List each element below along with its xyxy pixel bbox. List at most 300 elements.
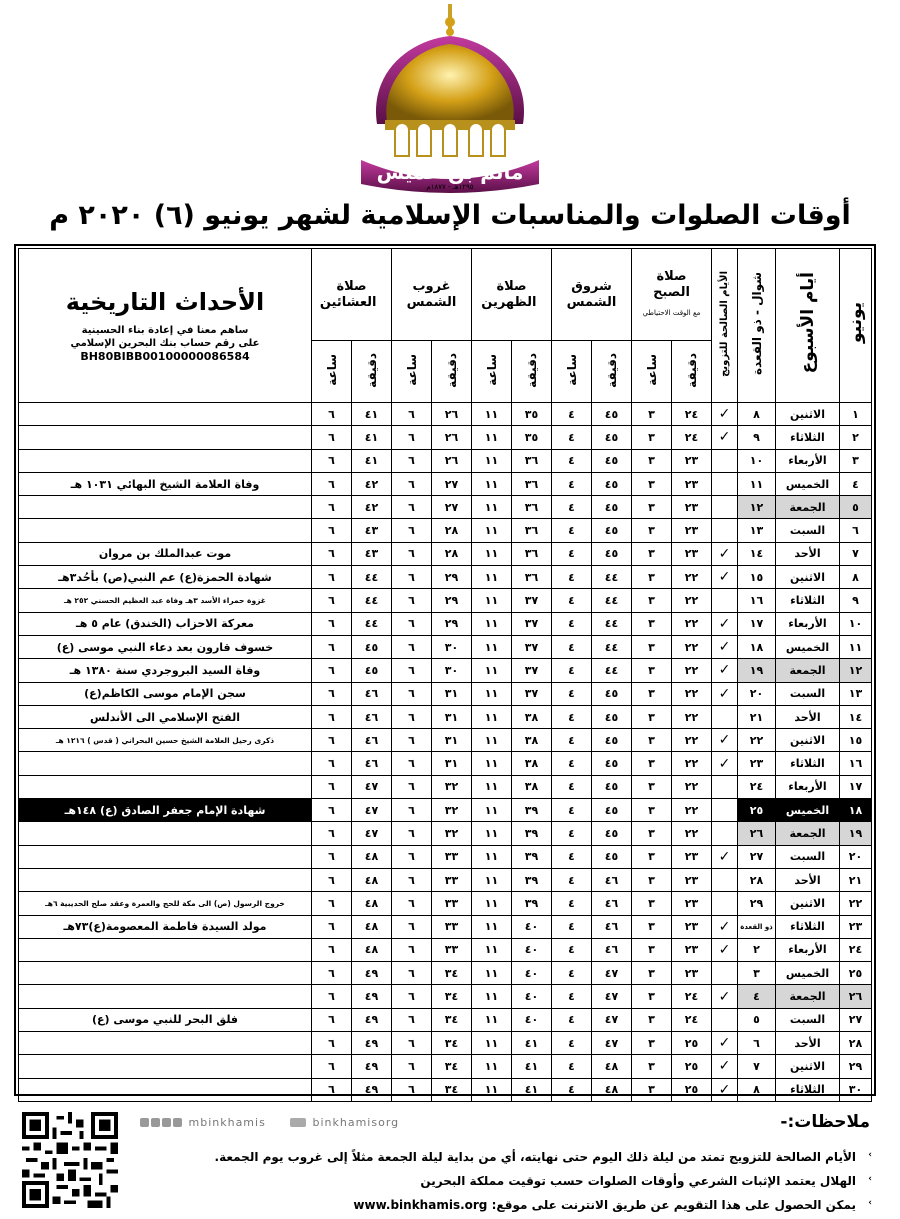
sunrise-hour-cell: ٤ (552, 542, 592, 565)
isha-minute-cell: ٤٩ (352, 1032, 392, 1055)
marriage-check-cell (712, 1008, 738, 1031)
history-event-cell (19, 985, 312, 1008)
maghrib-minute-cell: ٣٠ (432, 659, 472, 682)
sunrise-hour-cell: ٤ (552, 729, 592, 752)
dhuhr-minute-cell: ٣٨ (512, 705, 552, 728)
hijri-day-cell: ٢١ (738, 705, 776, 728)
hijri-day-cell: ١٨ (738, 635, 776, 658)
bullet-icon: › (868, 1150, 872, 1160)
maghrib-minute-cell: ٣٠ (432, 635, 472, 658)
fajr-hour-cell: ٣ (632, 985, 672, 1008)
hijri-day-cell: ٢٤ (738, 775, 776, 798)
maghrib-hour-cell: ٦ (392, 449, 432, 472)
marriage-check-cell: ✓ (712, 403, 738, 426)
table-row (19, 449, 872, 472)
hijri-day-cell: ٦ (738, 1032, 776, 1055)
isha-minute-cell: ٤٦ (352, 729, 392, 752)
sunrise-minute-cell: ٤٥ (592, 775, 632, 798)
isha-minute-cell: ٤٧ (352, 799, 392, 822)
prayer-times-table (18, 248, 872, 1102)
sunrise-minute-cell: ٤٤ (592, 589, 632, 612)
note-item: › يمكن الحصول على هذا التقويم عن طريق الانترنت على موقع: www.binkhamis.org (353, 1198, 872, 1212)
weekday-cell: الخميس (776, 799, 840, 822)
youtube-icon (290, 1118, 306, 1127)
fajr-minute-cell: ٢٣ (672, 845, 712, 868)
isha-hour-cell: ٦ (312, 1078, 352, 1101)
fajr-minute-cell: ٢٢ (672, 705, 712, 728)
dhuhr-minute-cell: ٣٦ (512, 496, 552, 519)
isha-hour-cell: ٦ (312, 1008, 352, 1031)
maghrib-hour-cell: ٦ (392, 1078, 432, 1101)
isha-hour-cell: ٦ (312, 659, 352, 682)
isha-minute-cell: ٤٥ (352, 659, 392, 682)
fajr-minute-cell: ٢٤ (672, 426, 712, 449)
page-title: أوقات الصلوات والمناسبات الإسلامية لشهر يونيو (٦) ٢٠٢٠ م (49, 200, 851, 231)
dhuhr-hour-cell: ١١ (472, 589, 512, 612)
isha-minute-cell: ٤٧ (352, 775, 392, 798)
logo-subtext: ١٢٩٥هـ - ١٨٧٧م (426, 183, 474, 191)
dhuhr-hour-cell: ١١ (472, 868, 512, 891)
day-number-cell: ٢٧ (840, 1008, 872, 1031)
maghrib-hour-cell: ٦ (392, 962, 432, 985)
history-event-cell (19, 752, 312, 775)
maghrib-minute-cell: ٢٩ (432, 589, 472, 612)
sunrise-hour-cell: ٤ (552, 799, 592, 822)
day-number-cell: ١٣ (840, 682, 872, 705)
fajr-hour-cell: ٣ (632, 705, 672, 728)
fajr-minute-cell: ٢٣ (672, 892, 712, 915)
history-event-cell: خروج الرسول (ص) الى مكة للحج والعمرة وعقد صلح الحديبية ٦هـ (19, 892, 312, 915)
isha-minute-cell: ٤٩ (352, 962, 392, 985)
isha-minute-cell: ٤٩ (352, 1055, 392, 1078)
day-number-cell: ١٧ (840, 775, 872, 798)
fajr-hour-cell: ٣ (632, 519, 672, 542)
fajr-minute-cell: ٢٢ (672, 822, 712, 845)
maghrib-minute-cell: ٣٣ (432, 892, 472, 915)
day-number-cell: ٤ (840, 472, 872, 495)
table-row (19, 822, 872, 845)
maghrib-hour-cell: ٦ (392, 799, 432, 822)
history-event-cell (19, 775, 312, 798)
history-event-cell: الفتح الإسلامي الى الأندلس (19, 705, 312, 728)
fajr-hour-cell: ٣ (632, 589, 672, 612)
sunrise-minute-cell: ٤٧ (592, 1008, 632, 1031)
sunrise-hour-cell: ٤ (552, 962, 592, 985)
social-handle[interactable]: mbinkhamis (140, 1116, 266, 1129)
hijri-day-cell: ٥ (738, 1008, 776, 1031)
maghrib-minute-cell: ٢٩ (432, 612, 472, 635)
fajr-minute-cell: ٢٢ (672, 682, 712, 705)
fajr-minute-cell: ٢٢ (672, 729, 712, 752)
sunrise-hour-cell: ٤ (552, 1032, 592, 1055)
dhuhr-hour-cell: ١١ (472, 985, 512, 1008)
maghrib-hour-cell: ٦ (392, 1008, 432, 1031)
weekday-cell: الاثنين (776, 729, 840, 752)
table-row (19, 403, 872, 426)
dhuhr-minute-cell: ٤١ (512, 1055, 552, 1078)
hijri-day-cell: ٢٧ (738, 845, 776, 868)
weekday-cell: الخميس (776, 472, 840, 495)
history-event-cell (19, 449, 312, 472)
marriage-check-cell: ✓ (712, 682, 738, 705)
sunrise-minute-cell: ٤٥ (592, 799, 632, 822)
table-row (19, 659, 872, 682)
maghrib-minute-cell: ٢٦ (432, 403, 472, 426)
sunrise-hour-cell: ٤ (552, 659, 592, 682)
isha-minute-cell: ٤٩ (352, 985, 392, 1008)
sunrise-minute-cell: ٤٥ (592, 752, 632, 775)
marriage-check-cell (712, 868, 738, 891)
fajr-hour-cell: ٣ (632, 449, 672, 472)
weekday-cell: الأحد (776, 868, 840, 891)
dhuhr-minute-cell: ٣٥ (512, 403, 552, 426)
maghrib-hour-header: ساعة (392, 341, 432, 403)
table-row (19, 729, 872, 752)
weekday-cell: الاثنين (776, 1055, 840, 1078)
maghrib-hour-cell: ٦ (392, 496, 432, 519)
fajr-hour-cell: ٣ (632, 938, 672, 961)
marriage-check-cell: ✓ (712, 566, 738, 589)
marriage-check-cell (712, 799, 738, 822)
fajr-hour-cell: ٣ (632, 1032, 672, 1055)
maghrib-minute-cell: ٣٤ (432, 985, 472, 1008)
maghrib-minute-cell: ٣٣ (432, 868, 472, 891)
isha-minute-cell: ٤٨ (352, 868, 392, 891)
hijri-day-cell: ١٥ (738, 566, 776, 589)
isha-minute-header: دقيقة (352, 341, 392, 403)
maghrib-hour-cell: ٦ (392, 682, 432, 705)
history-event-cell: سجن الإمام موسى الكاظم(ع) (19, 682, 312, 705)
weekday-cell: الأربعاء (776, 449, 840, 472)
fajr-hour-cell: ٣ (632, 1055, 672, 1078)
marriage-check-cell (712, 472, 738, 495)
sunrise-minute-cell: ٤٥ (592, 519, 632, 542)
fajr-hour-cell: ٣ (632, 542, 672, 565)
isha-hour-cell: ٦ (312, 1055, 352, 1078)
maghrib-hour-cell: ٦ (392, 892, 432, 915)
fajr-minute-cell: ٢٥ (672, 1078, 712, 1101)
hijri-day-cell: ٢٢ (738, 729, 776, 752)
table-row (19, 938, 872, 961)
table-row (19, 1032, 872, 1055)
weekday-cell: الأحد (776, 705, 840, 728)
fajr-note: مع الوقت الاحتياطي (642, 308, 701, 317)
dhuhr-minute-cell: ٤١ (512, 1032, 552, 1055)
dhuhr-minute-cell: ٣٩ (512, 822, 552, 845)
notes-title: ملاحظات:- (780, 1112, 870, 1132)
sunrise-minute-cell: ٤٦ (592, 915, 632, 938)
history-event-cell: وفاة السيد البروجردي سنة ١٣٨٠ هـ (19, 659, 312, 682)
isha-hour-cell: ٦ (312, 612, 352, 635)
weekday-cell: الخميس (776, 962, 840, 985)
maghrib-minute-cell: ٣٤ (432, 1055, 472, 1078)
history-event-cell: خسوف قارون بعد دعاء النبي موسى (ع) (19, 635, 312, 658)
fajr-minute-cell: ٢٣ (672, 915, 712, 938)
site-handle[interactable]: binkhamisorg (290, 1116, 399, 1129)
table-row (19, 845, 872, 868)
maghrib-hour-cell: ٦ (392, 985, 432, 1008)
fajr-minute-cell: ٢٣ (672, 449, 712, 472)
isha-minute-cell: ٤٦ (352, 705, 392, 728)
dhuhr-minute-cell: ٤٠ (512, 915, 552, 938)
calendar-body (19, 403, 872, 1102)
fajr-minute-cell: ٢٢ (672, 589, 712, 612)
history-event-cell: شهادة الحمزة(ع) عم النبي(ص) بأحُد٣هـ (19, 566, 312, 589)
table-row (19, 472, 872, 495)
isha-minute-cell: ٤٦ (352, 682, 392, 705)
isha-minute-cell: ٤٣ (352, 542, 392, 565)
fajr-minute-cell: ٢٢ (672, 799, 712, 822)
fajr-hour-cell: ٣ (632, 915, 672, 938)
marriage-check-cell (712, 962, 738, 985)
maghrib-hour-cell: ٦ (392, 1055, 432, 1078)
fajr-minute-cell: ٢٣ (672, 938, 712, 961)
table-row (19, 682, 872, 705)
maghrib-header: غروب الشمس (392, 249, 472, 341)
fajr-hour-cell: ٣ (632, 962, 672, 985)
hijri-day-cell: ٤ (738, 985, 776, 1008)
day-number-cell: ١٨ (840, 799, 872, 822)
sunrise-minute-cell: ٤٥ (592, 449, 632, 472)
day-number-cell: ١٦ (840, 752, 872, 775)
dhuhr-minute-cell: ٣٦ (512, 542, 552, 565)
sunrise-minute-cell: ٤٧ (592, 962, 632, 985)
isha-minute-cell: ٤١ (352, 426, 392, 449)
dhuhr-hour-cell: ١١ (472, 635, 512, 658)
note-item: › الهلال يعتمد الإثبات الشرعي وأوقات الصلوات حسب توقيت مملكة البحرين (420, 1174, 872, 1188)
dhuhr-minute-cell: ٣٩ (512, 799, 552, 822)
dhuhr-minute-cell: ٣٦ (512, 519, 552, 542)
fajr-hour-cell: ٣ (632, 729, 672, 752)
fajr-minute-cell: ٢٣ (672, 519, 712, 542)
isha-minute-cell: ٤٤ (352, 589, 392, 612)
day-number-cell: ٢٨ (840, 1032, 872, 1055)
table-row (19, 775, 872, 798)
history-event-cell (19, 1078, 312, 1101)
fajr-hour-cell: ٣ (632, 682, 672, 705)
sunrise-hour-cell: ٤ (552, 822, 592, 845)
maghrib-minute-cell: ٢٦ (432, 426, 472, 449)
sunrise-hour-cell: ٤ (552, 403, 592, 426)
qr-code[interactable] (22, 1112, 118, 1208)
fajr-hour-cell: ٣ (632, 775, 672, 798)
sunrise-hour-cell: ٤ (552, 1055, 592, 1078)
dhuhr-minute-cell: ٣٨ (512, 752, 552, 775)
dhuhr-hour-cell: ١١ (472, 659, 512, 682)
dhuhr-minute-cell: ٤٠ (512, 938, 552, 961)
dhuhr-hour-cell: ١١ (472, 519, 512, 542)
fajr-minute-cell: ٢٢ (672, 612, 712, 635)
table-row (19, 566, 872, 589)
fajr-hour-cell: ٣ (632, 892, 672, 915)
isha-hour-cell: ٦ (312, 542, 352, 565)
fajr-hour-cell: ٣ (632, 799, 672, 822)
dhuhr-minute-cell: ٣٦ (512, 472, 552, 495)
sunrise-minute-cell: ٤٥ (592, 729, 632, 752)
maghrib-hour-cell: ٦ (392, 566, 432, 589)
table-row (19, 705, 872, 728)
hijri-day-cell: ١٢ (738, 496, 776, 519)
dhuhr-hour-cell: ١١ (472, 775, 512, 798)
table-row (19, 635, 872, 658)
hijri-day-cell: ٢٥ (738, 799, 776, 822)
weekday-cell: الاثنين (776, 892, 840, 915)
isha-hour-cell: ٦ (312, 566, 352, 589)
marriage-check-cell (712, 892, 738, 915)
dhuhr-minute-cell: ٤٠ (512, 962, 552, 985)
dhuhr-minute-cell: ٤٠ (512, 985, 552, 1008)
marriage-days-header: الأيام الصالحة للتزويج (712, 249, 738, 403)
maghrib-hour-cell: ٦ (392, 426, 432, 449)
isha-hour-cell: ٦ (312, 449, 352, 472)
maghrib-minute-cell: ٢٧ (432, 496, 472, 519)
maghrib-minute-cell: ٣١ (432, 729, 472, 752)
table-row (19, 752, 872, 775)
maghrib-hour-cell: ٦ (392, 729, 432, 752)
dhuhr-hour-cell: ١١ (472, 403, 512, 426)
marriage-check-cell: ✓ (712, 752, 738, 775)
table-row (19, 496, 872, 519)
sunrise-minute-cell: ٤٥ (592, 845, 632, 868)
maghrib-hour-cell: ٦ (392, 775, 432, 798)
fajr-hour-cell: ٣ (632, 845, 672, 868)
dhuhr-minute-cell: ٣٧ (512, 589, 552, 612)
history-event-cell: شهادة الإمام جعفر الصادق (ع) ١٤٨هـ (19, 799, 312, 822)
fajr-minute-cell: ٢٥ (672, 1032, 712, 1055)
dhuhr-minute-cell: ٣٦ (512, 566, 552, 589)
day-number-cell: ٩ (840, 589, 872, 612)
sunrise-hour-cell: ٤ (552, 635, 592, 658)
sunrise-header: شروق الشمس (552, 249, 632, 341)
dhuhr-hour-cell: ١١ (472, 542, 512, 565)
isha-hour-cell: ٦ (312, 775, 352, 798)
table-row (19, 519, 872, 542)
hijri-day-cell: ١٩ (738, 659, 776, 682)
snapchat-icon (162, 1118, 171, 1127)
maghrib-minute-cell: ٣٢ (432, 799, 472, 822)
dhuhr-hour-cell: ١١ (472, 892, 512, 915)
sunrise-hour-cell: ٤ (552, 566, 592, 589)
day-number-cell: ٢٢ (840, 892, 872, 915)
sunrise-hour-cell: ٤ (552, 775, 592, 798)
dhuhr-hour-cell: ١١ (472, 1055, 512, 1078)
dhuhr-hour-cell: ١١ (472, 566, 512, 589)
marriage-check-cell: ✓ (712, 635, 738, 658)
dhuhr-hour-cell: ١١ (472, 449, 512, 472)
day-number-cell: ٢١ (840, 868, 872, 891)
hijri-day-cell: ١٣ (738, 519, 776, 542)
hijri-day-cell: ١١ (738, 472, 776, 495)
table-row (19, 985, 872, 1008)
dhuhr-minute-cell: ٣٩ (512, 892, 552, 915)
dhuhr-hour-cell: ١١ (472, 612, 512, 635)
fajr-hour-cell: ٣ (632, 403, 672, 426)
weekday-cell: الجمعة (776, 985, 840, 1008)
fajr-hour-header: ساعة (632, 341, 672, 403)
dhuhr-hour-cell: ١١ (472, 752, 512, 775)
day-number-cell: ٢٠ (840, 845, 872, 868)
sunrise-minute-cell: ٤٧ (592, 1032, 632, 1055)
history-event-cell: معركة الاحزاب (الخندق) عام ٥ هـ (19, 612, 312, 635)
maghrib-minute-cell: ٣٣ (432, 938, 472, 961)
sunrise-hour-cell: ٤ (552, 426, 592, 449)
weekday-cell: الأحد (776, 1032, 840, 1055)
isha-hour-cell: ٦ (312, 496, 352, 519)
weekday-cell: الأربعاء (776, 612, 840, 635)
fajr-hour-cell: ٣ (632, 822, 672, 845)
hijri-day-cell: ٨ (738, 403, 776, 426)
fajr-minute-cell: ٢٤ (672, 1008, 712, 1031)
maghrib-minute-header: دقيقة (432, 341, 472, 403)
sunrise-minute-cell: ٤٦ (592, 868, 632, 891)
table-row (19, 589, 872, 612)
isha-minute-cell: ٤٥ (352, 635, 392, 658)
marriage-check-cell: ✓ (712, 985, 738, 1008)
dhuhr-hour-cell: ١١ (472, 1008, 512, 1031)
day-number-cell: ٢٣ (840, 915, 872, 938)
sunrise-minute-cell: ٤٥ (592, 426, 632, 449)
iban-number: BH80BIBB00100000086584 (80, 350, 250, 363)
history-event-cell (19, 519, 312, 542)
maghrib-hour-cell: ٦ (392, 705, 432, 728)
weekday-cell: الثلاثاء (776, 426, 840, 449)
day-number-cell: ٧ (840, 542, 872, 565)
marriage-check-cell (712, 705, 738, 728)
fajr-minute-cell: ٢٢ (672, 659, 712, 682)
weekday-cell: الثلاثاء (776, 752, 840, 775)
dhuhr-minute-cell: ٣٨ (512, 775, 552, 798)
maghrib-minute-cell: ٣٤ (432, 1078, 472, 1101)
weekday-cell: الاثنين (776, 566, 840, 589)
twitter-icon (140, 1118, 149, 1127)
fajr-minute-cell: ٢٣ (672, 472, 712, 495)
weekday-cell: الاثنين (776, 403, 840, 426)
sunrise-minute-cell: ٤٥ (592, 403, 632, 426)
hijri-day-cell: ١٧ (738, 612, 776, 635)
dhuhr-hour-cell: ١١ (472, 729, 512, 752)
marriage-check-cell: ✓ (712, 426, 738, 449)
bullet-icon: › (868, 1174, 872, 1184)
day-number-cell: ١٠ (840, 612, 872, 635)
maghrib-hour-cell: ٦ (392, 403, 432, 426)
isha-hour-cell: ٦ (312, 403, 352, 426)
fajr-hour-cell: ٣ (632, 612, 672, 635)
day-number-cell: ٢٦ (840, 985, 872, 1008)
weekday-cell: السبت (776, 845, 840, 868)
day-number-cell: ٥ (840, 496, 872, 519)
day-number-cell: ٢ (840, 426, 872, 449)
fajr-minute-cell: ٢٣ (672, 496, 712, 519)
marriage-check-cell (712, 589, 738, 612)
dhuhr-hour-header: ساعة (472, 341, 512, 403)
sunrise-hour-cell: ٤ (552, 892, 592, 915)
maghrib-minute-cell: ٣١ (432, 752, 472, 775)
isha-hour-cell: ٦ (312, 426, 352, 449)
isha-hour-cell: ٦ (312, 1032, 352, 1055)
hijri-header: شوال - ذو القعدة (738, 249, 776, 403)
day-number-cell: ١٤ (840, 705, 872, 728)
isha-minute-cell: ٤٧ (352, 822, 392, 845)
sunrise-hour-cell: ٤ (552, 519, 592, 542)
day-number-cell: ١ (840, 403, 872, 426)
weekday-cell: الجمعة (776, 496, 840, 519)
day-number-cell: ٨ (840, 566, 872, 589)
sunrise-hour-cell: ٤ (552, 845, 592, 868)
maghrib-minute-cell: ٣٢ (432, 822, 472, 845)
day-number-cell: ١٩ (840, 822, 872, 845)
marriage-check-cell (712, 496, 738, 519)
sunrise-minute-cell: ٤٥ (592, 705, 632, 728)
